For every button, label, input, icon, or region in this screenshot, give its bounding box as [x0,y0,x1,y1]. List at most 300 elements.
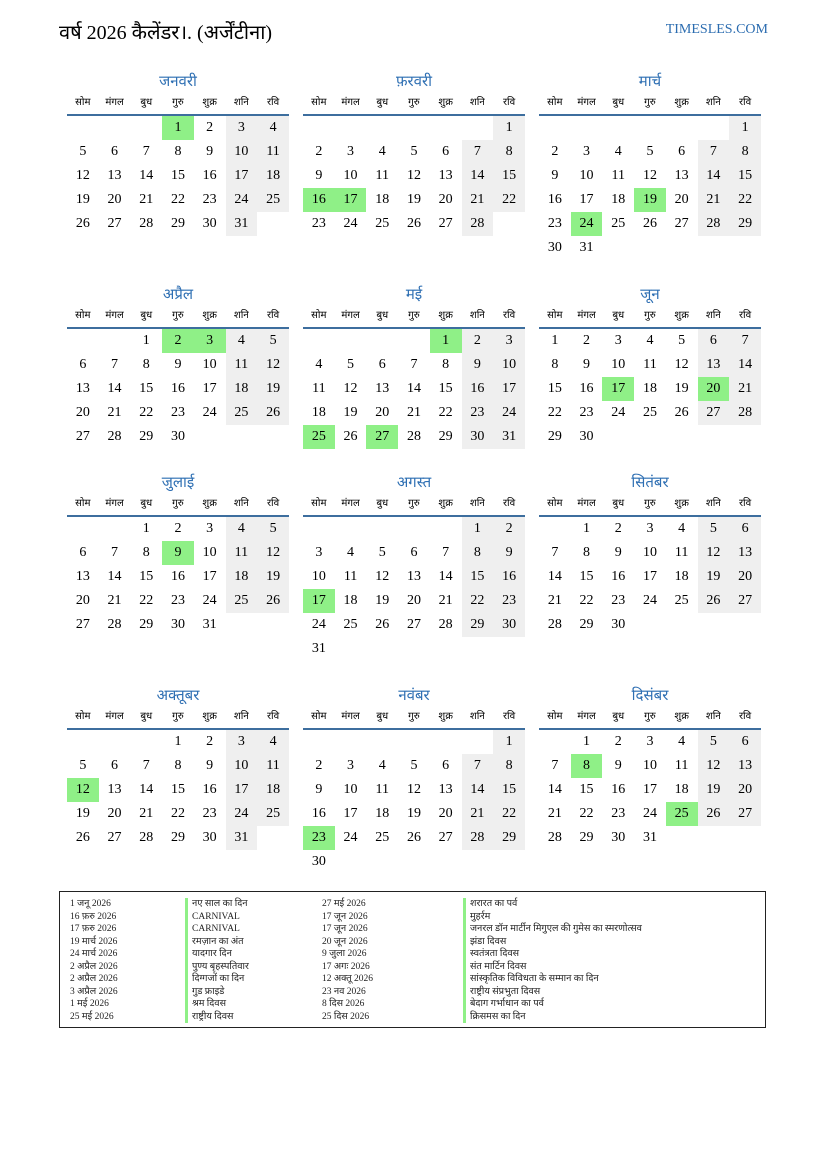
day-cell[interactable]: 12 [257,353,289,377]
day-cell[interactable]: 11 [611,168,625,183]
day-cell[interactable]: 25 [226,589,258,613]
day-cell[interactable]: 29 [579,617,594,632]
day-cell[interactable]: 8 [551,357,559,372]
day-cell[interactable]: 8 [462,541,494,565]
day-cell[interactable]: 22 [170,806,185,821]
day-cell[interactable]: 14 [406,381,421,396]
day-cell[interactable]: 2 [493,517,525,541]
day-cell[interactable]: 29 [462,613,494,637]
day-cell[interactable]: 4 [614,144,622,159]
day-cell[interactable]: 8 [142,357,150,372]
holiday-day-cell[interactable]: 16 [303,188,335,212]
holiday-day-cell[interactable]: 17 [303,589,335,613]
day-cell[interactable]: 18 [674,782,689,797]
day-cell[interactable]: 29 [547,429,562,444]
day-cell[interactable]: 11 [226,541,258,565]
day-cell[interactable]: 18 [226,377,258,401]
day-cell[interactable]: 5 [410,144,418,159]
day-cell[interactable]: 23 [311,216,326,231]
day-cell[interactable]: 5 [698,730,730,754]
holiday-day-cell[interactable]: 1 [430,329,462,353]
day-cell[interactable]: 15 [170,168,185,183]
day-cell[interactable]: 31 [642,830,657,845]
day-cell[interactable]: 16 [547,192,562,207]
holiday-day-cell[interactable]: 20 [698,377,730,401]
day-cell[interactable]: 16 [202,782,217,797]
day-cell[interactable]: 11 [226,353,258,377]
day-cell[interactable]: 17 [642,569,657,584]
day-cell[interactable]: 17 [226,164,258,188]
day-cell[interactable]: 8 [729,140,761,164]
day-cell[interactable]: 8 [174,758,182,773]
holiday-day-cell[interactable]: 2 [162,329,194,353]
day-cell[interactable]: 31 [493,425,525,449]
day-cell[interactable]: 5 [678,333,686,348]
day-cell[interactable]: 24 [202,405,217,420]
day-cell[interactable]: 13 [438,168,453,183]
day-cell[interactable]: 15 [438,381,453,396]
holiday-day-cell[interactable]: 27 [366,425,398,449]
day-cell[interactable]: 2 [315,144,323,159]
day-cell[interactable]: 4 [678,521,686,536]
day-cell[interactable]: 24 [226,188,258,212]
day-cell[interactable]: 1 [729,116,761,140]
day-cell[interactable]: 12 [698,541,730,565]
day-cell[interactable]: 10 [202,545,217,560]
day-cell[interactable]: 20 [107,192,122,207]
day-cell[interactable]: 30 [611,617,626,632]
day-cell[interactable]: 28 [462,212,494,236]
day-cell[interactable]: 19 [257,565,289,589]
day-cell[interactable]: 15 [579,569,594,584]
day-cell[interactable]: 14 [462,164,494,188]
day-cell[interactable]: 24 [311,617,326,632]
day-cell[interactable]: 18 [226,565,258,589]
day-cell[interactable]: 4 [347,545,355,560]
day-cell[interactable]: 10 [493,353,525,377]
day-cell[interactable]: 21 [438,593,453,608]
day-cell[interactable]: 5 [698,517,730,541]
day-cell[interactable]: 28 [107,617,122,632]
day-cell[interactable]: 6 [111,758,119,773]
day-cell[interactable]: 12 [406,782,421,797]
day-cell[interactable]: 17 [642,782,657,797]
day-cell[interactable]: 8 [493,140,525,164]
day-cell[interactable]: 27 [75,429,90,444]
day-cell[interactable]: 20 [729,778,761,802]
day-cell[interactable]: 16 [493,565,525,589]
day-cell[interactable]: 17 [202,569,217,584]
day-cell[interactable]: 15 [493,164,525,188]
day-cell[interactable]: 14 [107,381,122,396]
day-cell[interactable]: 12 [674,357,689,372]
day-cell[interactable]: 20 [406,593,421,608]
day-cell[interactable]: 27 [698,401,730,425]
day-cell[interactable]: 4 [378,144,386,159]
day-cell[interactable]: 20 [438,192,453,207]
day-cell[interactable]: 30 [579,429,594,444]
day-cell[interactable]: 23 [170,593,185,608]
day-cell[interactable]: 2 [583,333,591,348]
day-cell[interactable]: 22 [462,589,494,613]
day-cell[interactable]: 16 [170,381,185,396]
day-cell[interactable]: 19 [343,405,358,420]
day-cell[interactable]: 14 [698,164,730,188]
day-cell[interactable]: 14 [547,782,562,797]
day-cell[interactable]: 23 [493,589,525,613]
day-cell[interactable]: 19 [75,806,90,821]
day-cell[interactable]: 12 [75,168,90,183]
day-cell[interactable]: 23 [202,192,217,207]
day-cell[interactable]: 21 [462,802,494,826]
day-cell[interactable]: 13 [729,754,761,778]
day-cell[interactable]: 30 [611,830,626,845]
day-cell[interactable]: 3 [315,545,323,560]
day-cell[interactable]: 9 [614,758,622,773]
day-cell[interactable]: 4 [646,333,654,348]
day-cell[interactable]: 28 [547,830,562,845]
day-cell[interactable]: 9 [206,144,214,159]
day-cell[interactable]: 24 [493,401,525,425]
day-cell[interactable]: 29 [170,216,185,231]
day-cell[interactable]: 9 [462,353,494,377]
day-cell[interactable]: 8 [174,144,182,159]
day-cell[interactable]: 23 [462,401,494,425]
day-cell[interactable]: 3 [347,758,355,773]
day-cell[interactable]: 22 [547,405,562,420]
day-cell[interactable]: 10 [311,569,326,584]
day-cell[interactable]: 5 [410,758,418,773]
day-cell[interactable]: 15 [139,381,154,396]
day-cell[interactable]: 7 [462,754,494,778]
day-cell[interactable]: 20 [375,405,390,420]
day-cell[interactable]: 6 [410,545,418,560]
day-cell[interactable]: 27 [674,216,689,231]
day-cell[interactable]: 6 [111,144,119,159]
day-cell[interactable]: 28 [547,617,562,632]
day-cell[interactable]: 31 [202,617,217,632]
day-cell[interactable]: 27 [729,802,761,826]
day-cell[interactable]: 18 [343,593,358,608]
day-cell[interactable]: 10 [226,754,258,778]
day-cell[interactable]: 23 [202,806,217,821]
day-cell[interactable]: 15 [493,778,525,802]
day-cell[interactable]: 6 [378,357,386,372]
day-cell[interactable]: 9 [315,168,323,183]
day-cell[interactable]: 27 [107,216,122,231]
day-cell[interactable]: 28 [438,617,453,632]
day-cell[interactable]: 31 [226,826,258,850]
day-cell[interactable]: 29 [139,429,154,444]
day-cell[interactable]: 28 [139,216,154,231]
day-cell[interactable]: 22 [493,188,525,212]
day-cell[interactable]: 25 [674,593,689,608]
day-cell[interactable]: 7 [142,144,150,159]
day-cell[interactable]: 14 [139,168,154,183]
day-cell[interactable]: 3 [614,333,622,348]
day-cell[interactable]: 6 [442,758,450,773]
day-cell[interactable]: 3 [226,730,258,754]
day-cell[interactable]: 31 [311,641,326,656]
day-cell[interactable]: 8 [493,754,525,778]
day-cell[interactable]: 13 [75,381,90,396]
day-cell[interactable]: 11 [375,782,389,797]
day-cell[interactable]: 28 [139,830,154,845]
day-cell[interactable]: 24 [343,830,358,845]
day-cell[interactable]: 1 [142,521,150,536]
day-cell[interactable]: 22 [729,188,761,212]
day-cell[interactable]: 26 [257,401,289,425]
day-cell[interactable]: 23 [579,405,594,420]
day-cell[interactable]: 22 [139,593,154,608]
day-cell[interactable]: 11 [674,758,689,773]
day-cell[interactable]: 3 [206,521,214,536]
day-cell[interactable]: 12 [406,168,421,183]
day-cell[interactable]: 25 [257,802,289,826]
day-cell[interactable]: 22 [438,405,453,420]
day-cell[interactable]: 26 [698,802,730,826]
day-cell[interactable]: 23 [611,593,626,608]
day-cell[interactable]: 26 [343,429,358,444]
day-cell[interactable]: 30 [311,854,326,869]
day-cell[interactable]: 28 [107,429,122,444]
day-cell[interactable]: 23 [547,216,562,231]
day-cell[interactable]: 9 [551,168,559,183]
holiday-day-cell[interactable]: 3 [194,329,226,353]
day-cell[interactable]: 14 [139,782,154,797]
day-cell[interactable]: 1 [142,333,150,348]
day-cell[interactable]: 12 [343,381,358,396]
holiday-day-cell[interactable]: 17 [602,377,634,401]
day-cell[interactable]: 1 [583,734,591,749]
day-cell[interactable]: 18 [642,381,657,396]
day-cell[interactable]: 16 [462,377,494,401]
day-cell[interactable]: 4 [257,116,289,140]
day-cell[interactable]: 22 [579,593,594,608]
day-cell[interactable]: 20 [107,806,122,821]
day-cell[interactable]: 18 [375,192,390,207]
day-cell[interactable]: 29 [493,826,525,850]
day-cell[interactable]: 13 [375,381,390,396]
holiday-day-cell[interactable]: 19 [634,188,666,212]
day-cell[interactable]: 26 [406,216,421,231]
day-cell[interactable]: 22 [493,802,525,826]
day-cell[interactable]: 6 [79,545,87,560]
day-cell[interactable]: 14 [547,569,562,584]
day-cell[interactable]: 9 [315,782,323,797]
day-cell[interactable]: 15 [170,782,185,797]
day-cell[interactable]: 21 [462,188,494,212]
day-cell[interactable]: 7 [111,357,119,372]
day-cell[interactable]: 1 [493,730,525,754]
day-cell[interactable]: 20 [438,806,453,821]
day-cell[interactable]: 25 [257,188,289,212]
day-cell[interactable]: 17 [202,381,217,396]
day-cell[interactable]: 19 [75,192,90,207]
day-cell[interactable]: 2 [174,521,182,536]
day-cell[interactable]: 30 [493,613,525,637]
day-cell[interactable]: 21 [107,593,122,608]
day-cell[interactable]: 20 [75,593,90,608]
day-cell[interactable]: 16 [611,569,626,584]
day-cell[interactable]: 10 [343,782,358,797]
day-cell[interactable]: 15 [139,569,154,584]
day-cell[interactable]: 6 [678,144,686,159]
day-cell[interactable]: 16 [202,168,217,183]
holiday-day-cell[interactable]: 25 [666,802,698,826]
day-cell[interactable]: 12 [642,168,657,183]
day-cell[interactable]: 26 [75,216,90,231]
day-cell[interactable]: 30 [202,216,217,231]
day-cell[interactable]: 8 [142,545,150,560]
day-cell[interactable]: 29 [170,830,185,845]
day-cell[interactable]: 11 [257,140,289,164]
day-cell[interactable]: 26 [75,830,90,845]
day-cell[interactable]: 7 [442,545,450,560]
holiday-day-cell[interactable]: 1 [162,116,194,140]
day-cell[interactable]: 18 [375,806,390,821]
day-cell[interactable]: 8 [442,357,450,372]
day-cell[interactable]: 7 [462,140,494,164]
day-cell[interactable]: 4 [257,730,289,754]
holiday-day-cell[interactable]: 25 [303,425,335,449]
day-cell[interactable]: 27 [107,830,122,845]
holiday-day-cell[interactable]: 24 [571,212,603,236]
day-cell[interactable]: 17 [493,377,525,401]
day-cell[interactable]: 21 [547,806,562,821]
day-cell[interactable]: 4 [226,329,258,353]
day-cell[interactable]: 16 [311,806,326,821]
day-cell[interactable]: 19 [375,593,390,608]
day-cell[interactable]: 31 [579,240,594,255]
day-cell[interactable]: 19 [698,565,730,589]
day-cell[interactable]: 17 [226,778,258,802]
day-cell[interactable]: 13 [698,353,730,377]
day-cell[interactable]: 13 [406,569,421,584]
day-cell[interactable]: 20 [75,405,90,420]
day-cell[interactable]: 18 [257,164,289,188]
day-cell[interactable]: 12 [375,569,390,584]
day-cell[interactable]: 4 [315,357,323,372]
day-cell[interactable]: 19 [406,192,421,207]
day-cell[interactable]: 11 [643,357,657,372]
day-cell[interactable]: 24 [611,405,626,420]
day-cell[interactable]: 12 [257,541,289,565]
day-cell[interactable]: 26 [674,405,689,420]
day-cell[interactable]: 5 [257,329,289,353]
day-cell[interactable]: 11 [375,168,389,183]
day-cell[interactable]: 5 [347,357,355,372]
day-cell[interactable]: 10 [202,357,217,372]
day-cell[interactable]: 4 [378,758,386,773]
day-cell[interactable]: 8 [583,545,591,560]
day-cell[interactable]: 19 [406,806,421,821]
day-cell[interactable]: 15 [462,565,494,589]
day-cell[interactable]: 30 [462,425,494,449]
day-cell[interactable]: 21 [698,188,730,212]
day-cell[interactable]: 26 [698,589,730,613]
day-cell[interactable]: 24 [202,593,217,608]
day-cell[interactable]: 7 [698,140,730,164]
day-cell[interactable]: 19 [674,381,689,396]
day-cell[interactable]: 7 [551,545,559,560]
day-cell[interactable]: 29 [139,617,154,632]
day-cell[interactable]: 5 [79,758,87,773]
day-cell[interactable]: 3 [646,734,654,749]
holiday-day-cell[interactable]: 12 [67,778,99,802]
day-cell[interactable]: 6 [729,730,761,754]
day-cell[interactable]: 13 [75,569,90,584]
day-cell[interactable]: 29 [579,830,594,845]
day-cell[interactable]: 2 [614,734,622,749]
day-cell[interactable]: 2 [614,521,622,536]
day-cell[interactable]: 25 [611,216,626,231]
day-cell[interactable]: 2 [206,734,214,749]
day-cell[interactable]: 21 [107,405,122,420]
day-cell[interactable]: 25 [375,216,390,231]
day-cell[interactable]: 16 [170,569,185,584]
day-cell[interactable]: 13 [674,168,689,183]
day-cell[interactable]: 4 [226,517,258,541]
day-cell[interactable]: 3 [646,521,654,536]
day-cell[interactable]: 7 [729,329,761,353]
day-cell[interactable]: 30 [170,429,185,444]
day-cell[interactable]: 9 [206,758,214,773]
day-cell[interactable]: 28 [462,826,494,850]
day-cell[interactable]: 28 [729,401,761,425]
day-cell[interactable]: 28 [406,429,421,444]
day-cell[interactable]: 10 [642,758,657,773]
day-cell[interactable]: 17 [343,806,358,821]
day-cell[interactable]: 3 [493,329,525,353]
day-cell[interactable]: 24 [642,806,657,821]
day-cell[interactable]: 6 [442,144,450,159]
day-cell[interactable]: 9 [614,545,622,560]
day-cell[interactable]: 5 [79,144,87,159]
day-cell[interactable]: 24 [226,802,258,826]
day-cell[interactable]: 7 [142,758,150,773]
day-cell[interactable]: 18 [257,778,289,802]
day-cell[interactable]: 21 [729,377,761,401]
day-cell[interactable]: 9 [174,357,182,372]
day-cell[interactable]: 24 [343,216,358,231]
day-cell[interactable]: 1 [493,116,525,140]
day-cell[interactable]: 14 [462,778,494,802]
day-cell[interactable]: 26 [257,589,289,613]
day-cell[interactable]: 22 [170,192,185,207]
day-cell[interactable]: 7 [551,758,559,773]
day-cell[interactable]: 25 [375,830,390,845]
day-cell[interactable]: 2 [206,120,214,135]
day-cell[interactable]: 15 [729,164,761,188]
day-cell[interactable]: 25 [642,405,657,420]
day-cell[interactable]: 24 [642,593,657,608]
day-cell[interactable]: 5 [257,517,289,541]
day-cell[interactable]: 9 [583,357,591,372]
day-cell[interactable]: 1 [551,333,559,348]
day-cell[interactable]: 14 [438,569,453,584]
day-cell[interactable]: 18 [674,569,689,584]
day-cell[interactable]: 7 [111,545,119,560]
day-cell[interactable]: 2 [462,329,494,353]
day-cell[interactable]: 19 [257,377,289,401]
day-cell[interactable]: 21 [139,806,154,821]
holiday-day-cell[interactable]: 9 [162,541,194,565]
day-cell[interactable]: 25 [226,401,258,425]
day-cell[interactable]: 5 [378,545,386,560]
day-cell[interactable]: 13 [729,541,761,565]
holiday-day-cell[interactable]: 23 [303,826,335,850]
